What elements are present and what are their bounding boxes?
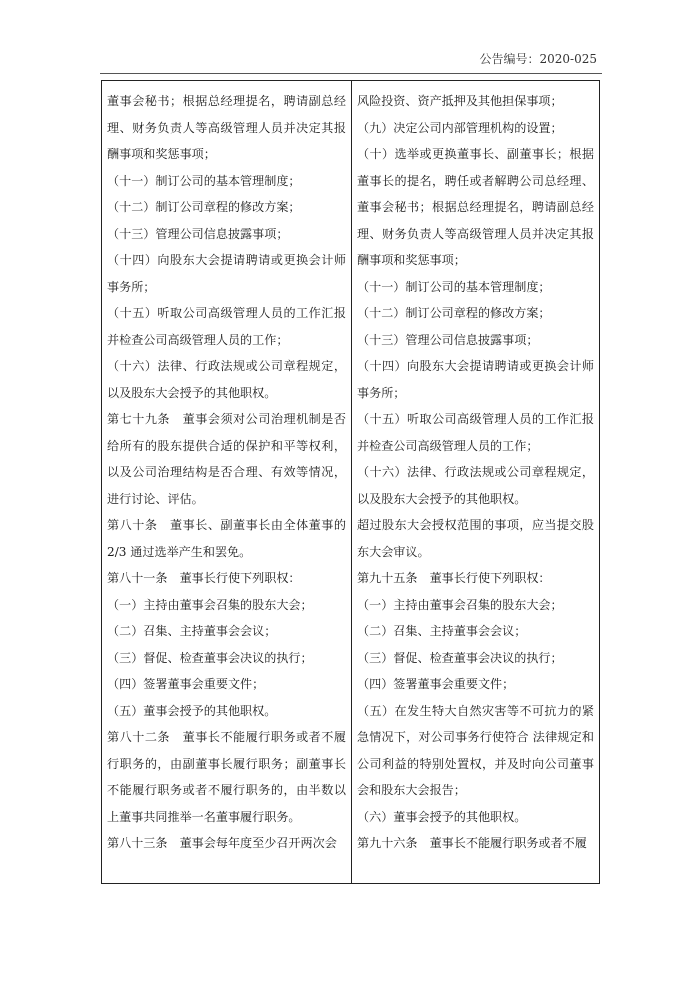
paragraph: （三）督促、检查董事会决议的执行； (107, 650, 313, 665)
paragraph: （五）董事会授予的其他职权。 (107, 703, 277, 718)
paragraph: 第八十三条 董事会每年度至少召开两次会 (107, 836, 337, 850)
paragraph: （十三）管理公司信息披露事项； (107, 226, 289, 241)
paragraph: （十六）法律、行政法规或公司章程规定，以及股东大会授予的其他职权。 (107, 359, 346, 400)
paragraph: 董事会秘书；根据总经理提名，聘请副总经理、财务负责人等高级管理人员并决定其报酬事项和奖惩事项； (107, 94, 346, 161)
paragraph: （十五）听取公司高级管理人员的工作汇报并检查公司高级管理人员的工作； (107, 306, 346, 347)
paragraph: 第八十一条 董事长行使下列职权： (107, 571, 301, 585)
paragraph: （十一）制订公司的基本管理制度； (107, 173, 301, 188)
paragraph: 风险投资、资产抵押及其他担保事项； (357, 94, 563, 108)
paragraph: （十四）向股东大会提请聘请或更换会计师事务所； (357, 359, 594, 400)
comparison-table (101, 80, 600, 884)
revised-text-column (352, 81, 599, 883)
original-text-column (102, 81, 352, 883)
paragraph: （四）签署董事会重要文件； (357, 677, 515, 691)
paragraph: （五）在发生特大自然灾害等不可抗力的紧急情况下，对公司事务行使符合 法律规定和公司利益的特别处置权，并及时向公司董事会和股东大会报告； (357, 703, 594, 797)
paragraph: 第八十二条 董事长不能履行职务或者不履行职务的，由副董事长履行职务；副董事长不能履行职务或者不履行职务的，由半数以上董事共同推举一名董事履行职务。 (107, 730, 346, 824)
paragraph: （二）召集、主持董事会会议； (357, 624, 527, 638)
paragraph: （二）召集、主持董事会会议； (107, 624, 277, 638)
paragraph: 第九十五条 董事长行使下列职权： (357, 571, 551, 585)
paragraph: （一）主持由董事会召集的股东大会； (107, 597, 313, 612)
paragraph: （九）决定公司内部管理机构的设置； (357, 120, 563, 135)
paragraph: （十）选举或更换董事长、副董事长；根据董事长的提名，聘任或者解聘公司总经理、董事会秘书；根据总经理提名，聘请副总经理、财务负责人等高级管理人员并决定其报酬事项和奖惩事项； (357, 147, 594, 267)
paragraph: 第七十九条 董事会须对公司治理机制是否给所有的股东提供合适的保护和平等权利，以及公司治理结构是否合理、有效等情况，进行讨论、评估。 (107, 412, 346, 506)
paragraph: （十二）制订公司章程的修改方案； (107, 200, 301, 214)
paragraph: 第九十六条 董事长不能履行职务或者不履 (357, 836, 587, 850)
paragraph: 第八十条 董事长、副董事长由全体董事的 2/3 通过选举产生和罢免。 (107, 518, 346, 559)
paragraph: （十二）制订公司章程的修改方案； (357, 306, 551, 320)
paragraph: （十三）管理公司信息披露事项； (357, 332, 539, 347)
paragraph: （四）签署董事会重要文件； (107, 677, 265, 691)
paragraph: （十四）向股东大会提请聘请或更换会计师事务所； (107, 253, 346, 294)
notice-number: 公告编号：2020-025 (479, 52, 597, 66)
header-divider (100, 73, 602, 74)
paragraph: （三）督促、检查董事会决议的执行； (357, 650, 563, 665)
paragraph: （十一）制订公司的基本管理制度； (357, 279, 551, 294)
paragraph: （十六）法律、行政法规或公司章程规定，以及股东大会授予的其他职权。 (357, 465, 594, 506)
paragraph: （十五）听取公司高级管理人员的工作汇报并检查公司高级管理人员的工作； (357, 412, 594, 453)
paragraph: （一）主持由董事会召集的股东大会； (357, 597, 563, 612)
paragraph: （六）董事会授予的其他职权。 (357, 809, 527, 824)
paragraph: 超过股东大会授权范围的事项，应当提交股东大会审议。 (357, 518, 594, 559)
